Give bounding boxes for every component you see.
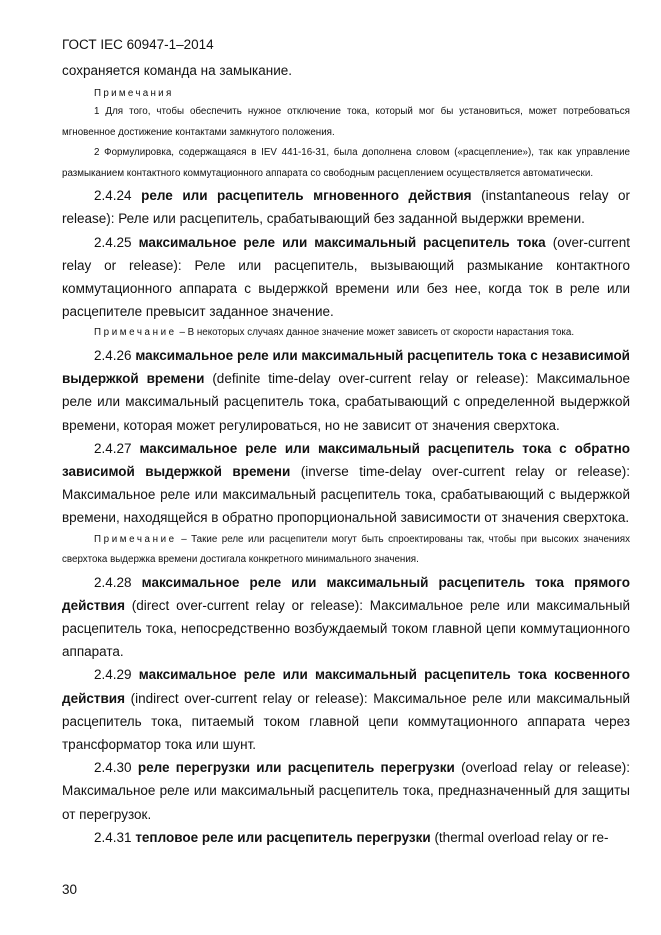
section-term: реле или расцепитель мгновенного действия [141,188,472,204]
section-2-4-24 [62,184,630,230]
notes-heading: Примечания [94,88,174,100]
note-item-1: 1 Для того, чтобы обеспечить нужное отключение тока, который мог бы установиться, может потребоваться мгновенное достижение контактами замкнутого положения. [62,106,630,138]
note-label: Примечание [94,533,177,545]
section-definition: (definite time-delay over-current relay or release): Максимальное реле или максимальный расцепитель тока, срабатывающий с определенной выдержкой времени, которая может регулироваться, но не зависит от значения сверхтока. [62,371,630,433]
note-item-2: 2 Формулировка, содержащаяся в IEV 441-16-31, была дополнена словом («расцепление»), так как управление размыканием контактного коммутационного аппарата со свободным расцеплением осуществляется автоматически. [62,147,630,179]
section-2-4-26 [62,344,630,437]
section-2-4-31 [62,826,630,849]
note-text: – В некоторых случаях данное значение может зависеть от скорости нарастания тока. [179,327,575,339]
intro-line: сохраняется команда на замыкание. [62,63,293,78]
section-term: тепловое реле или расцепитель перегрузки [135,829,431,845]
section-term: максимальное реле или максимальный расцепитель тока косвенного действия [62,667,630,706]
section-2-4-27-note [62,530,630,571]
section-definition: (thermal overload relay or re- [434,829,609,845]
section-number: 2.4.26 [94,347,132,363]
section-2-4-27 [62,437,630,530]
section-definition: (indirect over-current relay or release): Максимальное реле или максимальный расцепитель тока, питаемый током главной цепи коммутационного аппарата через трансформатор тока или шунт. [62,690,630,752]
section-term: максимальное реле или максимальный расцепитель тока с обратно зависимой выдержкой времени [62,440,630,479]
section-term: максимальное реле или максимальный расцепитель тока с независимой выдержкой времени [62,347,630,387]
section-number: 2.4.27 [94,440,132,456]
section-term: максимальное реле или максимальный расцепитель тока прямого действия [62,574,630,613]
section-definition: (over-current relay or release): Реле или расцепитель, вызывающий размыкание контактного коммутационного аппарата с выдержкой времени или без нее, когда ток в реле или расцепителе превысит заданное значение. [62,234,630,320]
section-2-4-29 [62,663,630,756]
note-label: Примечание [94,327,177,339]
section-definition: (instantaneous relay or release): Реле или расцепитель, срабатывающий без заданной выдержки времени. [62,188,630,227]
section-term: реле перегрузки или расцепитель перегрузки [137,760,455,776]
section-definition: (direct over-current relay or release): Максимальное реле или максимальный расцепитель тока, непосредственно возбуждаемый током главной цепи коммутационного аппарата. [62,597,630,660]
section-definition: (inverse time-delay over-current relay or release): Максимальное реле или максимальный расцепитель тока, срабатывающий с выдержкой времени, находящейся в обратно пропорциональной зависимости от значения сверхтока. [62,463,630,526]
section-2-4-30 [62,756,630,826]
document-header: ГОСТ IEC 60947-1–2014 [62,37,214,52]
section-number: 2.4.25 [94,234,132,250]
section-number: 2.4.30 [94,760,132,776]
section-2-4-28 [62,571,630,664]
note-text: – Такие реле или расцепители могут быть спроектированы так, чтобы при высоких значениях сверхтока выдержка времени достигала конкретного минимального значения. [62,533,630,566]
section-number: 2.4.28 [94,574,132,590]
section-number: 2.4.31 [94,829,132,845]
section-2-4-25-note [62,323,630,344]
section-number: 2.4.29 [94,667,132,683]
section-term: максимальное реле или максимальный расцепитель тока [138,234,546,250]
section-number: 2.4.24 [94,188,132,204]
document-body [62,59,630,849]
page-number: 30 [62,882,78,897]
section-2-4-25 [62,231,630,324]
section-definition: (overload relay or release): Максимальное реле или максимальный расцепитель тока, предназначенный для защиты от перегрузок. [62,760,630,822]
